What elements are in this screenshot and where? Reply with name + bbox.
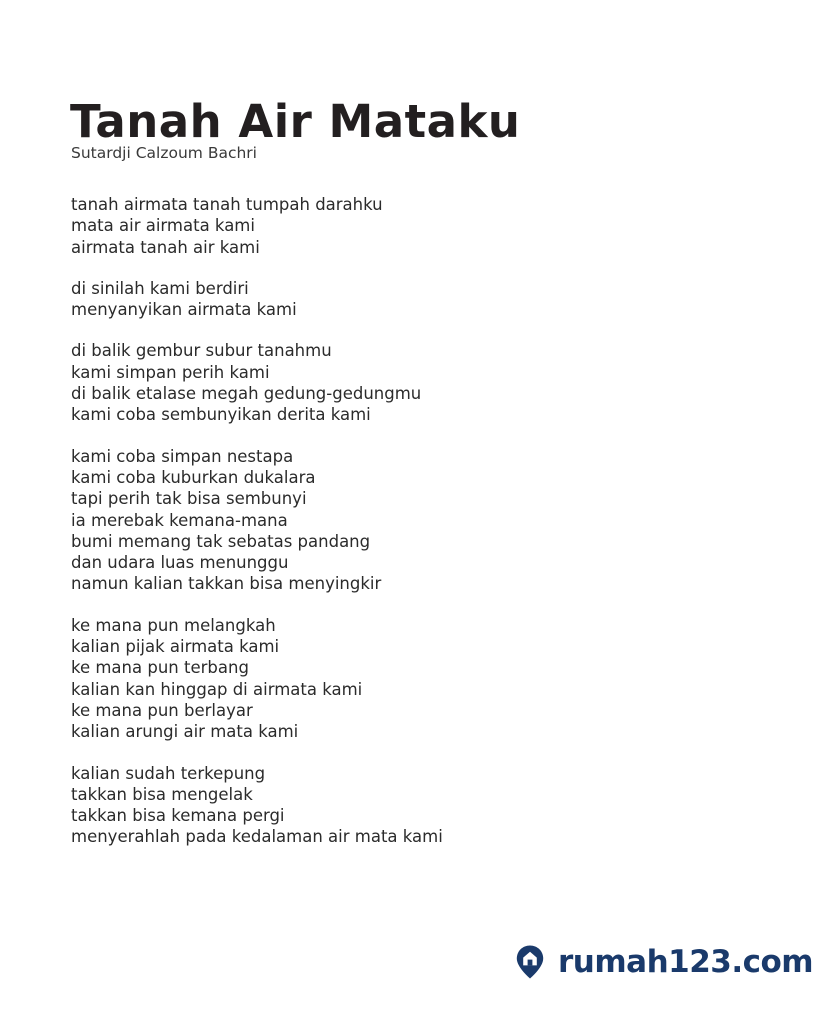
logo-wordmark	[558, 943, 814, 980]
poem-stanza	[71, 763, 671, 848]
map-pin-home-icon	[512, 944, 548, 980]
poem-line: takkan bisa mengelak	[71, 784, 253, 804]
poem-line: bumi memang tak sebatas pandang	[71, 531, 371, 551]
poem-line: kalian sudah terkepung	[71, 763, 266, 783]
poem-body	[71, 194, 671, 848]
poem-line: menyerahlah pada kedalaman air mata kami	[71, 827, 443, 847]
poem-line: kami coba sembunyikan derita kami	[71, 405, 371, 425]
poem-line: ke mana pun berlayar	[71, 700, 253, 720]
poem-stanza	[71, 615, 671, 743]
poem-stanza	[71, 446, 671, 595]
poem-line: namun kalian takkan bisa menyingkir	[71, 574, 382, 594]
logo-brand-text: rumah123	[558, 943, 732, 980]
poem-line: kalian arungi air mata kami	[71, 722, 299, 742]
poem-line: di balik etalase megah gedung-gedungmu	[71, 384, 422, 404]
poem-line: mata air airmata kami	[71, 216, 255, 236]
poem-line: ia merebak kemana-mana	[71, 510, 288, 530]
poem-line: menyanyikan airmata kami	[71, 300, 297, 320]
poem-line: kalian kan hinggap di airmata kami	[71, 679, 363, 699]
poem-line: tapi perih tak bisa sembunyi	[71, 489, 307, 509]
poem-line: kami coba simpan nestapa	[71, 446, 294, 466]
poem-line: tanah airmata tanah tumpah darahku	[71, 195, 383, 214]
poem-line: kami simpan perih kami	[71, 362, 270, 382]
poem-line: airmata tanah air kami	[71, 237, 260, 257]
author-name: Sutardji Calzoum Bachri	[71, 144, 257, 162]
rumah123-logo[interactable]	[512, 944, 813, 980]
poem-stanza	[71, 194, 671, 258]
poem-line: ke mana pun terbang	[71, 658, 249, 678]
poem-line: di sinilah kami berdiri	[71, 278, 249, 298]
poem-stanza	[71, 278, 671, 321]
poem-line: takkan bisa kemana pergi	[71, 806, 285, 826]
logo-domain-text: .com	[731, 943, 814, 980]
poem-stanza	[71, 340, 671, 425]
poem-line: kalian pijak airmata kami	[71, 637, 280, 657]
page-title: Tanah Air Mataku	[70, 95, 521, 149]
poem-line: dan udara luas menunggu	[71, 553, 289, 573]
poem-line: kami coba kuburkan dukalara	[71, 467, 316, 487]
poem-line: di balik gembur subur tanahmu	[71, 341, 332, 361]
poem-line: ke mana pun melangkah	[71, 615, 276, 635]
